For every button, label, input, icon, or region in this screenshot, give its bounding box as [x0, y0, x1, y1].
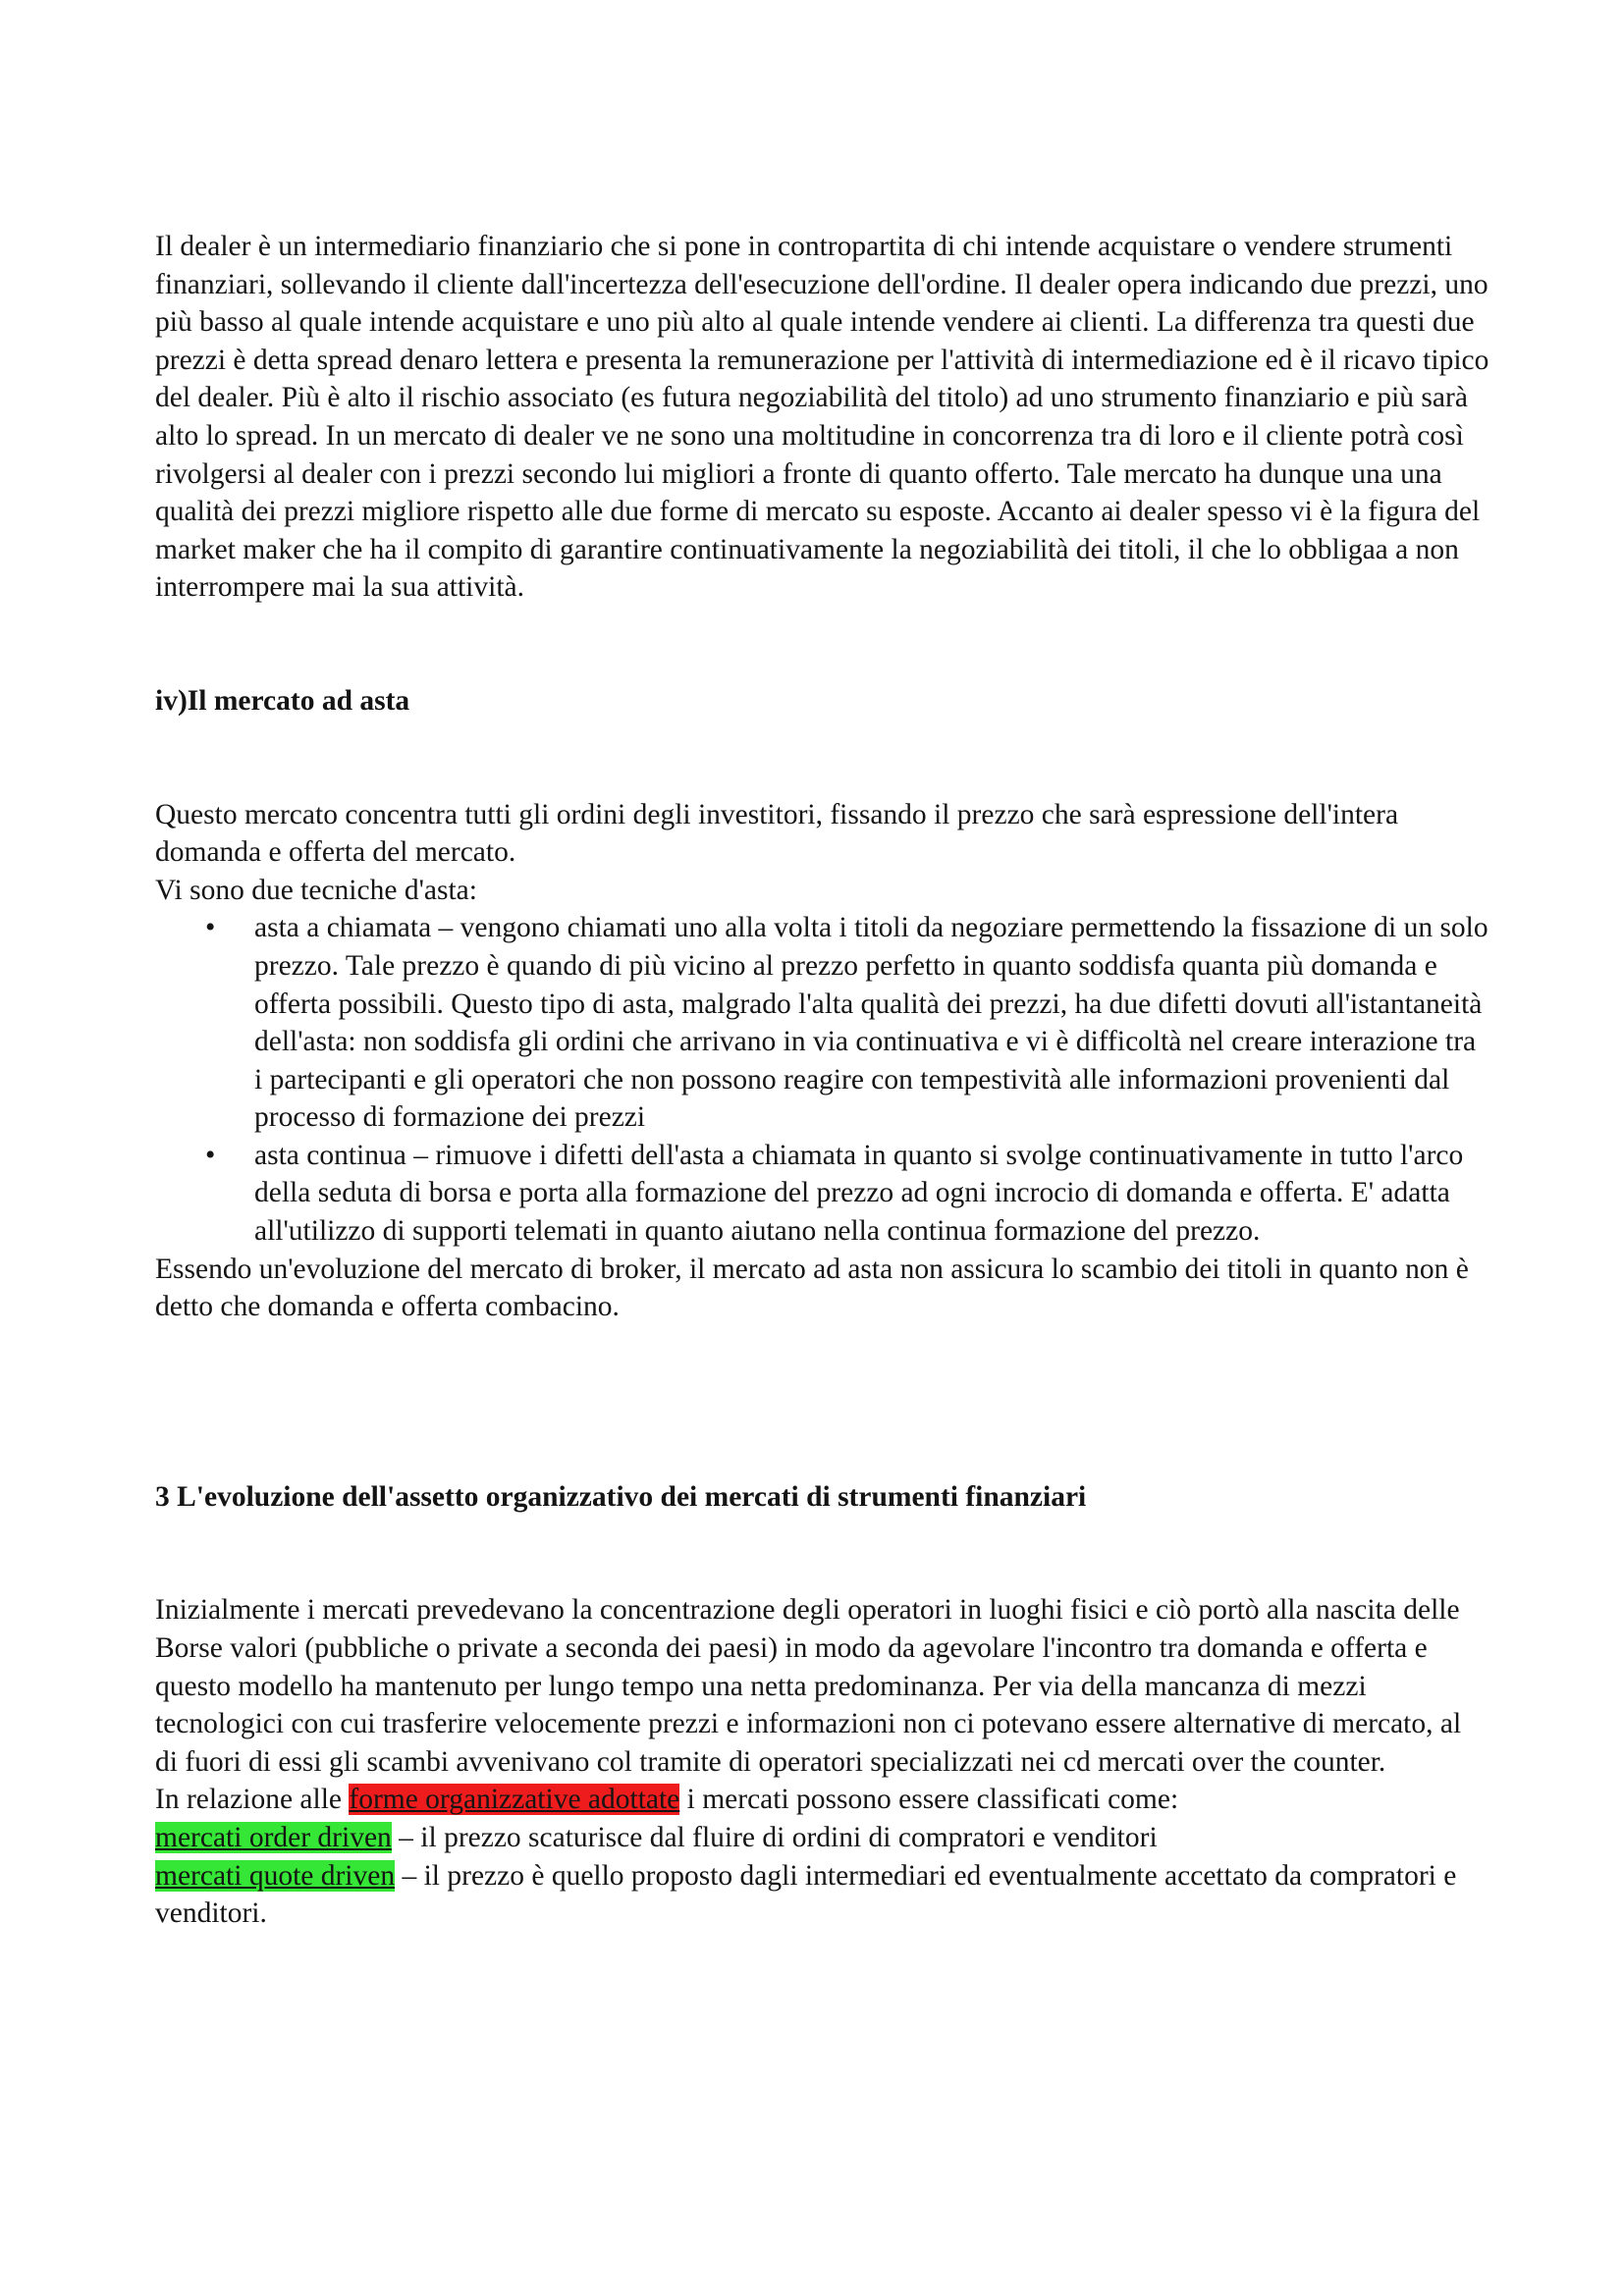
list-item	[155, 909, 1490, 1137]
highlight-order-driven: mercati order driven	[155, 1822, 392, 1853]
bullet-icon: •	[205, 1139, 216, 1171]
quote-driven-description: – il prezzo è quello proposto dagli intermediari ed eventualmente accettato da compratori e venditori.	[155, 1859, 1457, 1930]
quote-driven-line	[155, 1857, 1490, 1933]
order-driven-line	[155, 1819, 1490, 1857]
document-page	[155, 228, 1490, 1933]
evoluzione-paragraph: Inizialmente i mercati prevedevano la concentrazione degli operatori in luoghi fisici e ciò portò alla nascita delle Borse valori (pubbliche o private a seconda dei paesi) in modo da agevolare l'incontro tra domanda e offerta e questo modello ha mantenuto per lungo tempo una netta predominanza. Per via della mancanza di mezzi tecnologici con cui trasferire velocemente prezzi e informazioni non ci potevano essere alternative di mercato, al di fuori di essi gli scambi avvenivano col tramite di operatori specializzati nei cd mercati over the counter.	[155, 1594, 1462, 1778]
classification-intro	[155, 1781, 1490, 1819]
asta-continua-text: asta continua – rimuove i difetti dell'asta a chiamata in quanto si svolge continuativamente in tutto l'arco della seduta di borsa e porta alla formazione del prezzo ad ogni incrocio di domanda e offerta. E' adatta all'utilizzo di supporti telemati in quanto aiutano nella continua formazione del prezzo.	[254, 1139, 1464, 1248]
highlight-quote-driven: mercati quote driven	[155, 1859, 396, 1892]
bullet-icon: •	[205, 912, 216, 944]
highlight-forme-organizzative: forme organizzative adottate	[349, 1784, 680, 1816]
classification-intro-after: i mercati possono essere classificati come:	[679, 1784, 1179, 1816]
heading-evoluzione: 3 L'evoluzione dell'assetto organizzativo dei mercati di strumenti finanziari	[155, 1480, 1087, 1513]
classification-intro-before: In relazione alle	[155, 1784, 350, 1816]
asta-techniques-intro: Vi sono due tecniche d'asta:	[155, 874, 477, 906]
asta-intro-paragraph: Questo mercato concentra tutti gli ordini degli investitori, fissando il prezzo che sarà espressione dell'intera domanda e offerta del mercato.	[155, 798, 1399, 869]
order-driven-description: – il prezzo scaturisce dal fluire di ordini di compratori e venditori	[391, 1822, 1158, 1853]
asta-techniques-list	[155, 909, 1490, 1250]
heading-mercato-asta: iv)Il mercato ad asta	[155, 684, 410, 717]
dealer-paragraph: Il dealer è un intermediario finanziario che si pone in contropartita di chi intende acquistare o vendere strumenti finanziari, sollevando il cliente dall'incertezza dell'esecuzione dell'ordine. Il dealer opera indicando due prezzi, uno più basso al quale intende acquistare e uno più alto al quale intende vendere ai clienti. La differenza tra questi due prezzi è detta spread denaro lettera e presenta la remunerazione per l'attività di intermediazione ed è il ricavo tipico del dealer. Più è alto il rischio associato (es futura negoziabilità del titolo) ad uno strumento finanziario e più sarà alto lo spread. In un mercato di dealer ve ne sono una moltitudine in concorrenza tra di loro e il cliente potrà così rivolgersi al dealer con i prezzi secondo lui migliori a fronte di quanto offerto. Tale mercato ha dunque una una qualità dei prezzi migliore rispetto alle due forme di mercato su esposte. Accanto ai dealer spesso vi è la figura del market maker che ha il compito di garantire continuativamente la negoziabilità dei titoli, il che lo obbligaa a non interrompere mai la sua attività.	[155, 231, 1489, 604]
list-item	[155, 1137, 1490, 1251]
asta-conclusion-paragraph: Essendo un'evoluzione del mercato di broker, il mercato ad asta non assicura lo scambio dei titoli in quanto non è detto che domanda e offerta combacino.	[155, 1253, 1469, 1323]
asta-chiamata-text: asta a chiamata – vengono chiamati uno alla volta i titoli da negoziare permettendo la fissazione di un solo prezzo. Tale prezzo è quando di più vicino al prezzo perfetto in quanto soddisfa quanta più domanda e offerta possibili. Questo tipo di asta, malgrado l'alta qualità dei prezzi, ha due difetti dovuti all'istantaneità dell'asta: non soddisfa gli ordini che arrivano in via continuativa e vi è difficoltà nel creare interazione tra i partecipanti e gli operatori che non possono reagire con tempestività alle informazioni provenienti dal processo di formazione dei prezzi	[254, 912, 1488, 1134]
